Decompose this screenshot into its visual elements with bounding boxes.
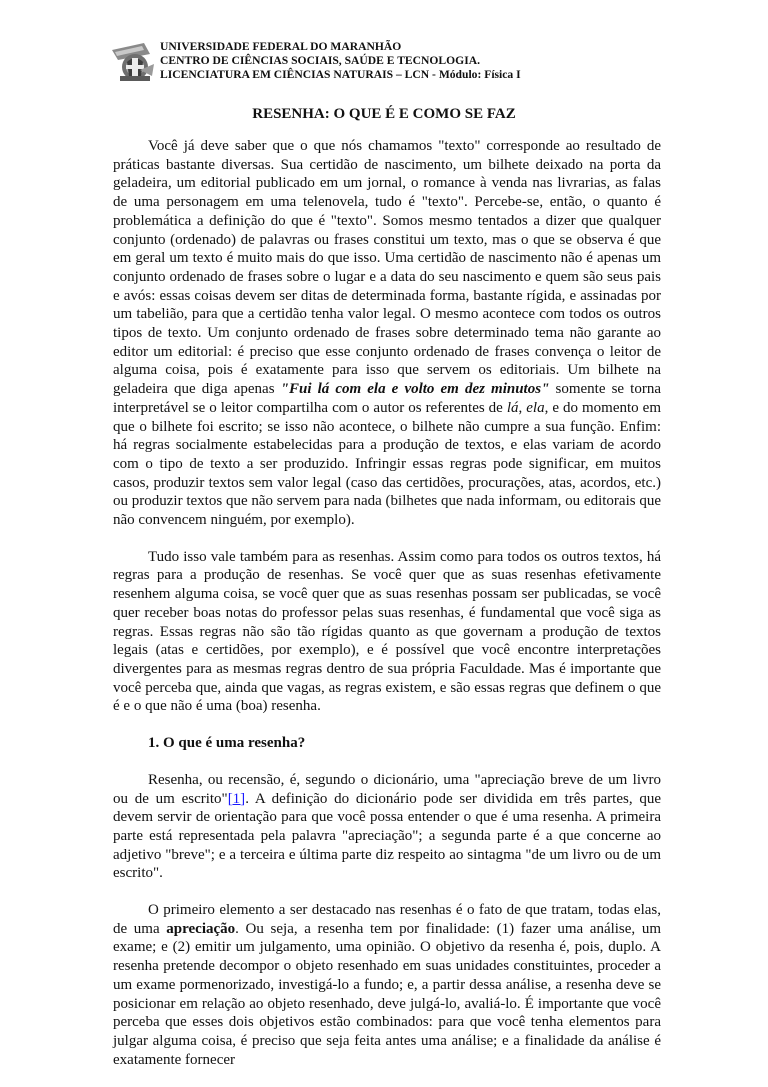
document-title: RESENHA: O QUE É E COMO SE FAZ: [252, 106, 516, 122]
paragraph-3: [113, 771, 661, 883]
footnote-link[interactable]: [1]: [227, 790, 246, 807]
header-course: LICENCIATURA EM CIÊNCIAS NATURAIS – LCN - Módulo: Física I: [160, 68, 521, 81]
university-logo-icon: [110, 40, 156, 86]
p3-text-a: Resenha, ou recensão, é, segundo o dicionário, uma "apreciação breve de um livro ou de um escrito": [113, 771, 661, 807]
document-body: [113, 137, 661, 1087]
p1-text-d: , e do momento em que o bilhete foi escrito; se isso não acontece, o bilhete não cumpre a sua função. Enfim: há regras socialmente estabelecidas para a produção de textos, e elas variam de acordo com o tipo de texto a ser produzido. Infringir essas regras pode significar, em muitos casos, produzir textos sem valor legal (caso das certidões, procurações, atas, acordos, etc.) ou produzir textos que não servem para nada (bilhetes que nada informam, ou editorais que não convencem ninguém, por exemplo).: [113, 399, 661, 529]
header-university: UNIVERSIDADE FEDERAL DO MARANHÃO: [160, 40, 402, 53]
header-center: CENTRO DE CIÊNCIAS SOCIAIS, SAÚDE E TECNOLOGIA.: [160, 54, 480, 67]
p3-text-b: . A definição do dicionário pode ser dividida em três partes, que devem servir de orientação para que você possa entender o que é uma resenha. A primeira parte está representada pela palavra "apreciação"; a segunda parte é a que concerne ao adjetivo "breve"; e a terceira e última parte diz respeito ao sintagma "de um livro ou de um escrito".: [113, 790, 661, 882]
p4-text-a: O primeiro elemento a ser destacado nas resenhas é o fato de que tratam, todas elas, de uma: [113, 902, 661, 937]
p1-text-b: somente se torna interpretável se o leitor compartilha com o autor os referentes de: [113, 381, 661, 416]
p1-ela: ela: [526, 399, 545, 416]
p1-text-c: ,: [518, 399, 527, 416]
paragraph-2: Tudo isso vale também para as resenhas. Assim como para todos os outros textos, há regras para a produção de resenhas. Se você quer que as suas resenhas efetivamente resenhem alguma coisa, se você quer que as suas resenhas possam ser publicadas, se você quer receber boas notas do professor pelas suas resenhas, é fundamental que você siga as regras. Essas regras não são tão rígidas quanto as que governam a produção de textos legais (atas e certidões, por exemplo), e é possível que você encontre interpretações divergentes para as mesmas regras dentro de sua própria Faculdade. Mas é importante que você perceba que, ainda que vagas, as regras existem, e são essas regras que definem o que é e o que não é uma (boa) resenha.: [113, 548, 661, 715]
p1-la: lá: [506, 399, 519, 416]
p4-text-b: . Ou seja, a resenha tem por finalidade: (1) fazer uma análise, um exame; e (2) emitir um julgamento, uma opinião. O objetivo da resenha é, pois, duplo. A resenha pretende decompor o objeto resenhado em suas unidades constituintes, proceder a um exame pormenorizado, investigá-lo a fundo; e, a partir dessa análise, a resenha deve se posicionar em relação ao objeto resenhado, deve julgá-lo, avaliá-lo. É importante que você perceba que esses dois objetivos estão combinados: para que você tenha elementos para julgar alguma coisa, é preciso que seja feita antes uma análise; e a finalidade da análise é exatamente fornecer: [113, 920, 661, 1068]
p4-bold-term: apreciação: [166, 920, 236, 937]
paragraph-4: [113, 901, 661, 1069]
section-1-heading: 1. O que é uma resenha?: [148, 735, 306, 752]
p1-text-a: Você já deve saber que o que nós chamamos "texto" corresponde ao resultado de práticas bastante diversas. Sua certidão de nascimento, um bilhete deixado na porta da geladeira, um editorial publicado em um jornal, o romance à venda nas livrarias, as falas de uma personagem em uma telenovela, tudo é "texto". Percebe-se, então, o quanto é problemática a definição do que é "texto". Somos mesmo tentados a dizer que qualquer conjunto (ordenado) de palavras ou frases constitui um texto, mas o que se observa é que em geral um texto é muito mais do que isso. Uma certidão de nascimento não é apenas um conjunto ordenado de frases sobre o lugar e a data do seu nascimento e quem são seus pais e avós: essas coisas devem ser ditas de determinada forma, bastante rígida, e assinadas por um tabelião, para que a certidão tenha valor legal. O mesmo acontece com todos os outros tipos de texto. Um conjunto ordenado de frases sobre determinado tema não garante ao editor um editorial: é preciso que esse conjunto ordenado de frases convença o leitor de alguma coisa, pois é exatamente para isso que servem os editoriais. Um bilhete na geladeira que diga apenas: [113, 138, 661, 398]
p1-quote: "Fui lá com ela e volto em dez minutos": [280, 381, 550, 398]
paragraph-1: [113, 137, 661, 530]
institution-header: [160, 40, 521, 82]
